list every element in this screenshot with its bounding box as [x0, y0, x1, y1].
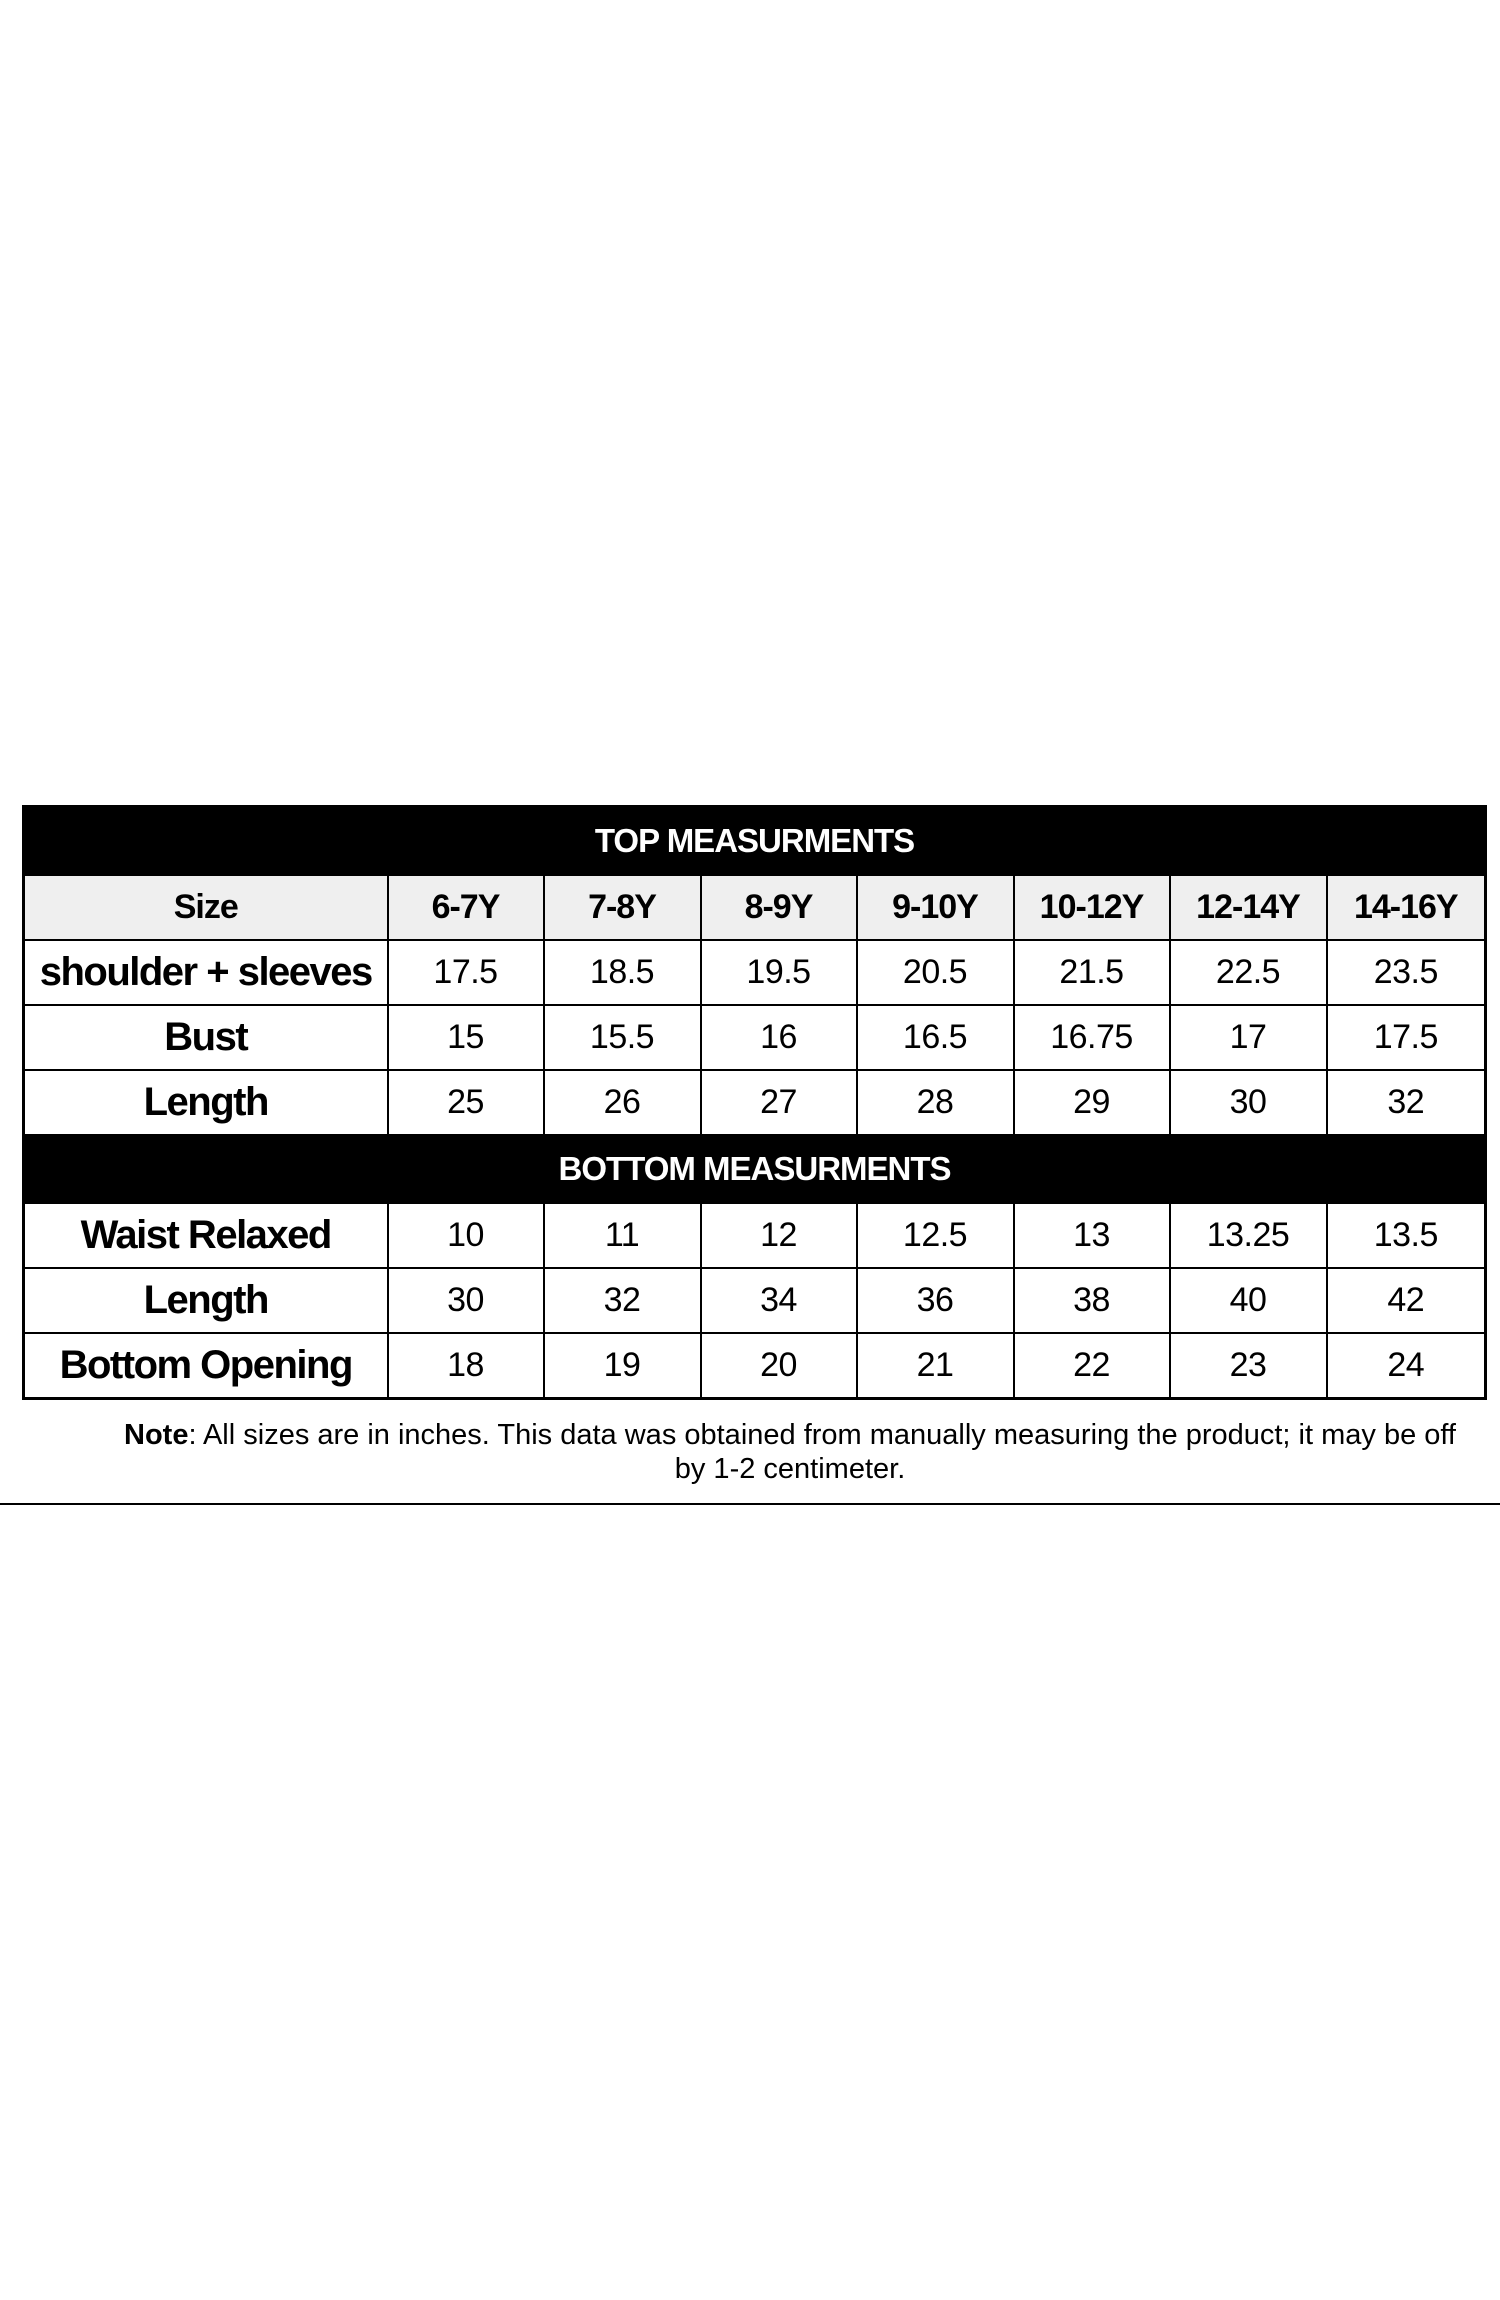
value-cell: 20 [701, 1333, 857, 1399]
value-cell: 23 [1170, 1333, 1327, 1399]
value-cell: 27 [701, 1070, 857, 1135]
value-cell: 30 [1170, 1070, 1327, 1135]
size-header-cell: 7-8Y [544, 875, 701, 940]
value-cell: 25 [388, 1070, 544, 1135]
bottom-section-header-row [24, 1135, 1486, 1203]
bottom-section-title: BOTTOM MEASURMENTS [24, 1135, 1486, 1203]
divider [0, 1503, 1500, 1505]
value-cell: 16.5 [857, 1005, 1014, 1070]
value-cell: 29 [1014, 1070, 1170, 1135]
value-cell: 26 [544, 1070, 701, 1135]
size-note [120, 1418, 1460, 1486]
row-label: Length [24, 1268, 388, 1333]
table-row [24, 1203, 1486, 1268]
table-row [24, 1070, 1486, 1135]
size-header-cell: 10-12Y [1014, 875, 1170, 940]
value-cell: 28 [857, 1070, 1014, 1135]
size-chart-table [22, 805, 1487, 1400]
value-cell: 19 [544, 1333, 701, 1399]
value-cell: 15 [388, 1005, 544, 1070]
size-header-cell: 6-7Y [388, 875, 544, 940]
value-cell: 22 [1014, 1333, 1170, 1399]
top-section-header-row [24, 807, 1486, 876]
row-label: Length [24, 1070, 388, 1135]
value-cell: 22.5 [1170, 940, 1327, 1005]
row-label: shoulder + sleeves [24, 940, 388, 1005]
value-cell: 12.5 [857, 1203, 1014, 1268]
table-row [24, 1005, 1486, 1070]
top-section-title: TOP MEASURMENTS [24, 807, 1486, 876]
value-cell: 10 [388, 1203, 544, 1268]
value-cell: 17.5 [1327, 1005, 1486, 1070]
value-cell: 16.75 [1014, 1005, 1170, 1070]
size-header-cell: 8-9Y [701, 875, 857, 940]
size-header-cell: 12-14Y [1170, 875, 1327, 940]
value-cell: 21.5 [1014, 940, 1170, 1005]
note-prefix: Note [124, 1419, 189, 1451]
value-cell: 16 [701, 1005, 857, 1070]
table-row [24, 1268, 1486, 1333]
value-cell: 18 [388, 1333, 544, 1399]
size-header-row [24, 875, 1486, 940]
table-row [24, 1333, 1486, 1399]
value-cell: 21 [857, 1333, 1014, 1399]
value-cell: 30 [388, 1268, 544, 1333]
value-cell: 12 [701, 1203, 857, 1268]
size-header-cell: 9-10Y [857, 875, 1014, 940]
value-cell: 17.5 [388, 940, 544, 1005]
value-cell: 42 [1327, 1268, 1486, 1333]
value-cell: 34 [701, 1268, 857, 1333]
value-cell: 19.5 [701, 940, 857, 1005]
value-cell: 32 [544, 1268, 701, 1333]
note-text: : All sizes are in inches. This data was obtained from manually measuring the product; it may be off by 1-2 centimeter. [188, 1419, 1456, 1485]
size-label: Size [24, 875, 388, 940]
value-cell: 15.5 [544, 1005, 701, 1070]
value-cell: 11 [544, 1203, 701, 1268]
value-cell: 18.5 [544, 940, 701, 1005]
row-label: Bottom Opening [24, 1333, 388, 1399]
value-cell: 17 [1170, 1005, 1327, 1070]
value-cell: 13 [1014, 1203, 1170, 1268]
row-label: Bust [24, 1005, 388, 1070]
value-cell: 13.5 [1327, 1203, 1486, 1268]
value-cell: 13.25 [1170, 1203, 1327, 1268]
table-row [24, 940, 1486, 1005]
size-header-cell: 14-16Y [1327, 875, 1486, 940]
value-cell: 23.5 [1327, 940, 1486, 1005]
row-label: Waist Relaxed [24, 1203, 388, 1268]
value-cell: 38 [1014, 1268, 1170, 1333]
value-cell: 20.5 [857, 940, 1014, 1005]
value-cell: 40 [1170, 1268, 1327, 1333]
value-cell: 36 [857, 1268, 1014, 1333]
value-cell: 32 [1327, 1070, 1486, 1135]
value-cell: 24 [1327, 1333, 1486, 1399]
